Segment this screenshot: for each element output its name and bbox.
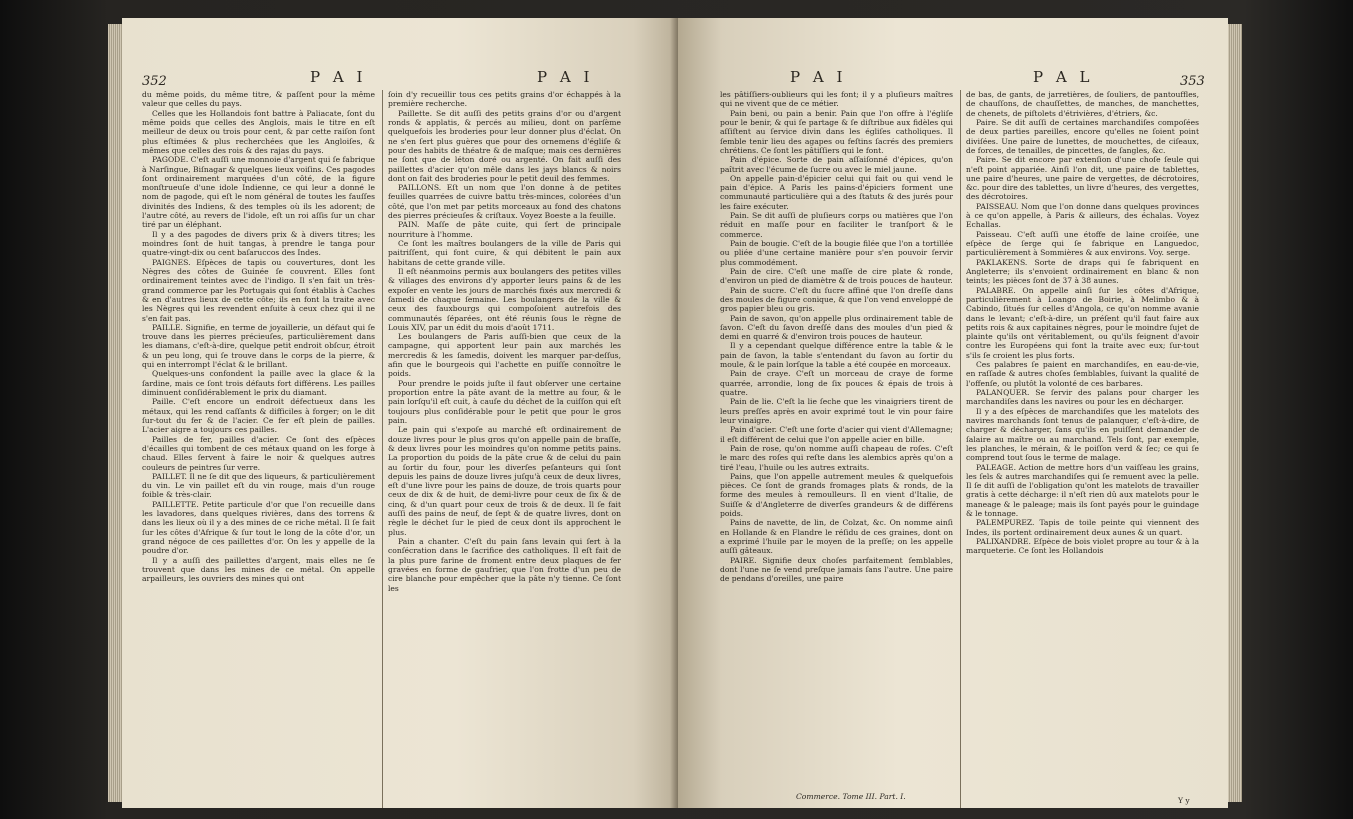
paragraph: Pain de sucre. C'eſt du ſucre affiné que l'on dreſſe dans des moules de figure conique, & que l'on vend enveloppé de gros papier bleu ou gris. bbox=[720, 285, 953, 314]
paragraph: PALEMPUREZ. Tapis de toile peinte qui viennent des Indes, ils portent ordinairement deux aunes & un quart. bbox=[966, 518, 1199, 537]
paragraph: Pain de bougie. C'eſt de la bougie filée que l'on a tortillée ou pliée d'une certaine manière pour s'en pouvoir ſervir plus commodément. bbox=[720, 239, 953, 267]
paragraph: PAIRE. Signifie deux choſes parfaitement ſemblables, dont l'une ne ſe vend preſque jamais ſans l'autre. Une paire de pendans d'oreilles, une paire bbox=[720, 555, 953, 584]
paragraph: Pain a chanter. C'eſt du pain ſans levain qui ſert à la conſécration dans le ſacrifice des catholiques. Il eſt fait de la plus pure farine de froment entre deux plaques de fer gravées en forme de gaufrier, que l'on frotte d'un peu de cire blanche pour empêcher que la pâte n'y tienne. Ce ſont les bbox=[388, 537, 621, 593]
paragraph: Il y a des eſpèces de marchandiſes que les matelots des navires marchands ſont tenus de palanquer, c'eſt-à-dire, de charger & décharger, ſans qu'ils en puiſſent demander de ſalaire au maître ou au marchand. Tels ſont, par exemple, les planches, le mérain, & le poiſſon verd & ſec; ce qui ſe comprend tout ſous le terme de malage. bbox=[966, 406, 1199, 463]
paragraph: PAILLET. Il ne ſe dit que des liqueurs, & particulièrement du vin. Le vin paillet eſt du vin rouge, mais d'un rouge foible & très-clair. bbox=[142, 471, 375, 500]
paragraph: Pain de cire. C'eſt une maſſe de cire plate & ronde, d'environ un pied de diamètre & de trois pouces de hauteur. bbox=[720, 266, 953, 286]
column-rule bbox=[960, 90, 961, 808]
paragraph: PAILLONS. Eſt un nom que l'on donne à de petites feuilles quarrées de cuivre battu très-minces, colorées d'un côté, que l'on met par petits morceaux au fond des chatons des pierres précieuſes & criſtaux. Voyez Boeste a la feuille. bbox=[388, 183, 621, 221]
paragraph: Paire. Se dit auſſi de certaines marchandiſes compoſées de deux parties pareilles, encore qu'elles ne ſoient point diviſées. Une paire de lunettes, de mouchettes, de ciſeaux, de forces, de tenailles, de pincettes, de ſangles, &c. bbox=[966, 117, 1199, 155]
paragraph: Il y a cependant quelque différence entre la table & le pain de ſavon, la table s'entendant du ſavon au ſortir du moule, & le pain lorſque la table a été coupée en morceaux. bbox=[720, 341, 953, 370]
text-column bbox=[142, 90, 375, 808]
page-number-left: 352 bbox=[142, 74, 167, 89]
page-number-right: 353 bbox=[1180, 74, 1205, 89]
paragraph: Pain de craye. C'eſt un morceau de craye de forme quarrée, arrondie, long de ſix pouces & épais de trois à quatre. bbox=[720, 369, 953, 397]
paragraph: Pain de lie. C'eſt la lie ſeche que les vinaigriers tirent de leurs preſſes après en avoir exprimé tout le vin pour faire leur vinaigre. bbox=[720, 397, 953, 425]
page-edges-right bbox=[1228, 24, 1242, 802]
paragraph: Il y a des pagodes de divers prix & à divers titres; les moindres ſont de huit tangas, à prendre le tanga pour quatre-vingt-dix ou cent baſaruccos des Indes. bbox=[142, 229, 375, 258]
text-column bbox=[966, 90, 1199, 808]
paragraph: Il eſt néanmoins permis aux boulangers des petites villes & villages des environs d'y apporter leurs pains & de les expoſer en vente les jours de marchés fixés aux mercredi & ſamedi de chaque ſemaine. Les boulangers de la ville & ceux des fauxbourgs qui compoſoient autrefois des communautés ſéparées, ont été réunis ſous le règne de Louis XIV, par un édit du mois d'août 1711. bbox=[388, 266, 621, 332]
paragraph: Pain d'épice. Sorte de pain aſſaiſonné d'épices, qu'on paîtrit avec l'écume de ſucre ou avec le miel jaune. bbox=[720, 155, 953, 174]
left-page bbox=[122, 18, 678, 808]
paragraph: Il y a auſſi des paillettes d'argent, mais elles ne ſe trouvent que dans les mines de ce métal. On appelle arpailleurs, les ouvriers des mines qui ont bbox=[142, 555, 375, 584]
paragraph: PAIGNES. Eſpèces de tapis ou couvertures, dont les Nègres des côtes de Guinée ſe couvrent. Elles ſont ordinairement teintes avec de l'indigo. Il s'en fait un très-grand commerce par les Portugais qui ſont établis à Caches & en d'autres lieux de cette côte; ils en font la traite avec les Nègres qui les revendent enſuite à ceux chez qui il ne s'en fait pas. bbox=[142, 257, 375, 323]
paragraph: Paille. C'eſt encore un endroit défectueux dans les métaux, qui les rend caſſants & difficiles à forger; on le dit ſur-tout du fer & de l'acier. Ce fer eſt plein de pailles. L'acier aigre a toujours ces pailles. bbox=[142, 397, 375, 435]
paragraph: PAILLETTE. Petite particule d'or que l'on recueille dans les lavadores, dans quelques rivières, dans des torrens & dans les lieux où il y a des mines de ce riche métal. Il ſe fait ſur les côtes d'Afrique & ſur tout le long de la côte d'or, un grand négoce de ces paillettes d'or. On les y appelle de la poudre d'or. bbox=[142, 499, 375, 556]
right-page bbox=[678, 18, 1228, 808]
paragraph: Pour prendre le poids juſte il faut obſerver une certaine proportion entre la pâte avant de la mettre au four, & le pain lorſqu'il eſt cuit, à cauſe du déchet de la cuiſſon qui eſt toujours plus conſidérable pour le petit que pour le gros pain. bbox=[388, 378, 621, 425]
paragraph: Pain. Se dit auſſi de pluſieurs corps ou matières que l'on réduit en maſſe pour en faciliter le tranſport & le commerce. bbox=[720, 211, 953, 239]
paragraph: Celles que les Hollandois font battre à Paliacate, ſont du même poids que celles des Anglois, mais le titre en eſt meilleur de deux ou trois pour cent, & par cette raiſon ſont plus eſtimées & plus recherchées que les Angloiſes, & mêmes que celles des rois & des rajas du pays. bbox=[142, 108, 375, 155]
text-column bbox=[720, 90, 953, 808]
paragraph: On appelle pain-d'épicier celui qui fait ou qui vend le pain d'épice. A Paris les pains-d'épiciers forment une communauté particulière qui a des ſtatuts & des jurés pour les faire exécuter. bbox=[720, 173, 953, 211]
paragraph: Pains de navette, de lin, de Colzat, &c. On nomme ainſi en Hollande & en Flandre le réſidu de ces graines, dont on a exprimé l'huile par le moyen de la preſſe; on les appelle auſſi gâteaux. bbox=[720, 518, 953, 556]
paragraph: Les boulangers de Paris auſſi-bien que ceux de la campagne, qui apportent leur pain aux marchés les mercredis & les ſamedis, doivent les marquer par-deſſus, afin que le bourgeois qui l'achette en puiſſe connoître le poids. bbox=[388, 332, 621, 379]
paragraph: Le pain qui s'expoſe au marché eſt ordinairement de douze livres pour le plus gros qu'on appelle pain de braſſe, & deux livres pour les moindres qu'on nomme petits pains. La proportion du poids de la pâte crue & de celui du pain au ſortir du four, pour les diverſes peſanteurs qui ſont depuis les pains de douze livres juſqu'à ceux de deux livres, eſt d'une livre pour les pains de douze, de trois quarts pour ceux de dix & de huit, de demi-livre pour ceux de ſix & de cinq, & d'un quart pour ceux de trois & de deux. Il ſe fait auſſi des pains de neuf, de ſept & de quatre livres, dont on règle le déchet ſur le pied de ceux dont ils approchent le plus. bbox=[388, 425, 621, 537]
paragraph: PAISSEAU. Nom que l'on donne dans quelques provinces à ce qu'on appelle, à Paris & ailleurs, des échalas. Voyez Echallas. bbox=[966, 201, 1199, 230]
paragraph: Quelques-uns confondent la paille avec la glace & la ſardine, mais ce ſont trois défauts fort différens. Les pailles diminuent conſidérablement le prix du diamant. bbox=[142, 369, 375, 397]
signature-mark: Y y bbox=[1178, 796, 1190, 805]
page-edges-left bbox=[108, 24, 122, 802]
paragraph: PALEAGE. Action de mettre hors d'un vaiſſeau les grains, les ſels & autres marchandiſes qui ſe remuent avec la pelle. Il ſe dit auſſi de l'obligation qu'ont les matelots de travailler gratis à cette décharge: il n'eſt rien dû aux matelots pour le maneage & le paleage; mais ils ſont payés pour le guindage & le tonnage. bbox=[966, 462, 1199, 519]
paragraph: Pailles de fer, pailles d'acier. Ce ſont des eſpèces d'écailles qui tombent de ces métaux quand on les forge à chaud. Elles ſervent à faire le noir & quelques autres couleurs de peintres ſur verre. bbox=[142, 434, 375, 472]
paragraph: du même poids, du même titre, & paſſent pour la même valeur que celles du pays. bbox=[142, 90, 375, 109]
paragraph: de bas, de gants, de jarretières, de ſouliers, de pantouffles, de chauſſons, de chauſſettes, de manches, de manchettes, de chenets, de piſtolets d'étrivières, d'étriers, &c. bbox=[966, 90, 1199, 118]
paragraph: PAILLE. Signifie, en terme de joyaillerie, un défaut qui ſe trouve dans les pierres précieuſes, particulièrement dans les diamans, c'eſt-à-dire, quelque petit endroit obſcur, étroit & un peu long, qui ſe trouve dans le corps de la pierre, & qui en interrompt l'éclat & le brillant. bbox=[142, 322, 375, 370]
paragraph: Paisseau. C'eſt auſſi une étoffe de laine croiſée, une eſpèce de ſerge qui ſe fabrique en Languedoc, particulièrement à Sommières & aux environs. Voy. serge. bbox=[966, 229, 1199, 258]
paragraph: Paire. Se dit encore par extenſion d'une choſe ſeule qui n'eſt point appariée. Ainſi l'on dit, une paire de tablettes, une paire d'heures, une paire de vergettes, de décrotoires, &c. pour dire des tablettes, un livre d'heures, des vergettes, des décrotoires. bbox=[966, 155, 1199, 202]
paragraph: PALABRE. On appelle ainſi ſur les côtes d'Afrique, particulièrement à Loango de Boirie, à Melimbo & à Cabindo, ſitués ſur celles d'Angola, ce qu'on nomme avanie dans le levant; c'eſt-à-dire, un préſent qu'il faut faire aux petits rois & aux capitaines nègres, pour le moindre ſujet de plainte qu'ils ont véritablement, ou qu'ils feignent d'avoir contre les Européens qui font la traite avec eux; ſur-tout s'ils ſe croient les plus forts. bbox=[966, 285, 1199, 360]
paragraph: PALIXANDRE. Eſpèce de bois violet propre au tour & à la marqueterie. Ce ſont les Hollandois bbox=[966, 537, 1199, 556]
text-column bbox=[388, 90, 621, 808]
paragraph: Pain beni, ou pain a benir. Pain que l'on offre à l'égliſe pour le benir, & qui ſe partage & ſe diſtribue aux fidèles qui aſſiſtent au ſervice divin dans les égliſes catholiques. Il ſemble tenir lieu des agapes ou feſtins ſacrés des premiers chrétiens. Ce ſont les pâtiſſiers qui le font. bbox=[720, 108, 953, 155]
paragraph: Pain de savon, qu'on appelle plus ordinairement table de ſavon. C'eſt du ſavon dreſſé dans des moules d'un pied & demi en quarré & d'environ trois pouces de hauteur. bbox=[720, 313, 953, 342]
paragraph: PAKLAKENS. Sorte de draps qui ſe fabriquent en Angleterre; ils s'envoient ordinairement en blanc & non teints; les pièces ſont de 37 à 38 aunes. bbox=[966, 257, 1199, 286]
footer-note: Commerce. Tome III. Part. I. bbox=[796, 792, 906, 801]
paragraph: les pâtiſſiers-oublieurs qui les font; il y a pluſieurs maîtres qui ne vivent que de ce métier. bbox=[720, 90, 953, 109]
paragraph: Ce ſont les maîtres boulangers de la ville de Paris qui paitriſſent, qui font cuire, & qui débitent le pain aux habitans de cette grande ville. bbox=[388, 239, 621, 267]
running-head: P A L bbox=[1033, 68, 1094, 86]
running-head: P A I bbox=[310, 68, 367, 86]
paragraph: PAIN. Maſſe de pâte cuite, qui ſert de principale nourriture à l'homme. bbox=[388, 220, 621, 239]
paragraph: Paillette. Se dit auſſi des petits grains d'or ou d'argent ronds & applatis, & percés au milieu, dont on parſème quelquefois les broderies pour leur donner plus d'éclat. On ne s'en ſert plus guères que pour des ornemens d'égliſe & pour des habits de théatre & de maſque; mais ces dernières ne ſont que de léton doré ou argenté. On fait auſſi des paillettes d'acier qu'on mêle dans les jays blancs & noirs dont on fait des broderies pour le petit deuil des femmes. bbox=[388, 108, 621, 183]
paragraph: PALANQUER. Se ſervir des palans pour charger les marchandiſes dans les navires ou pour les en décharger. bbox=[966, 388, 1199, 407]
paragraph: PAGODE. C'eſt auſſi une monnoie d'argent qui ſe fabrique à Narſingue, Biſnagar & quelques lieux voiſins. Ces pagodes ſont ordinairement marquées d'un côté, de la figure monſtrueuſe d'une idole Indienne, ce qui leur a donné le nom de pagode, qui eſt le nom général de toutes les fauſſes divinités des Indiens, & des temples où ils les adorent; de l'autre côté, au revers de l'idole, eſt un roi aſſis ſur un char tiré par un éléphant. bbox=[142, 155, 375, 230]
running-head: P A I bbox=[537, 68, 594, 86]
paragraph: Ces palabres ſe paient en marchandiſes, en eau-de-vie, en raſſade & autres choſes ſemblables, ſuivant la qualité de l'offenſe, ou plutôt la volonté de ces barbares. bbox=[966, 360, 1199, 388]
paragraph: Pains, que l'on appelle autrement meules & quelquefois pièces. Ce ſont de grands fromages plats & ronds, de la forme des meules à remoulleurs. Il en vient d'Italie, de Suiſſe & d'Angleterre de diverſes grandeurs & de différens poids. bbox=[720, 471, 953, 519]
running-head: P A I bbox=[790, 68, 847, 86]
paragraph: ſoin d'y recueillir tous ces petits grains d'or échappés à la première recherche. bbox=[388, 90, 621, 109]
paragraph: Pain d'acier. C'eſt une ſorte d'acier qui vient d'Allemagne; il eſt différent de celui que l'on appelle acier en bille. bbox=[720, 425, 953, 444]
column-rule bbox=[382, 90, 383, 808]
paragraph: Pain de rose, qu'on nomme auſſi chapeau de roſes. C'eſt le marc des roſes qui reſte dans les alembics après qu'on a tiré l'eau, l'huile ou les autres extraits. bbox=[720, 443, 953, 472]
